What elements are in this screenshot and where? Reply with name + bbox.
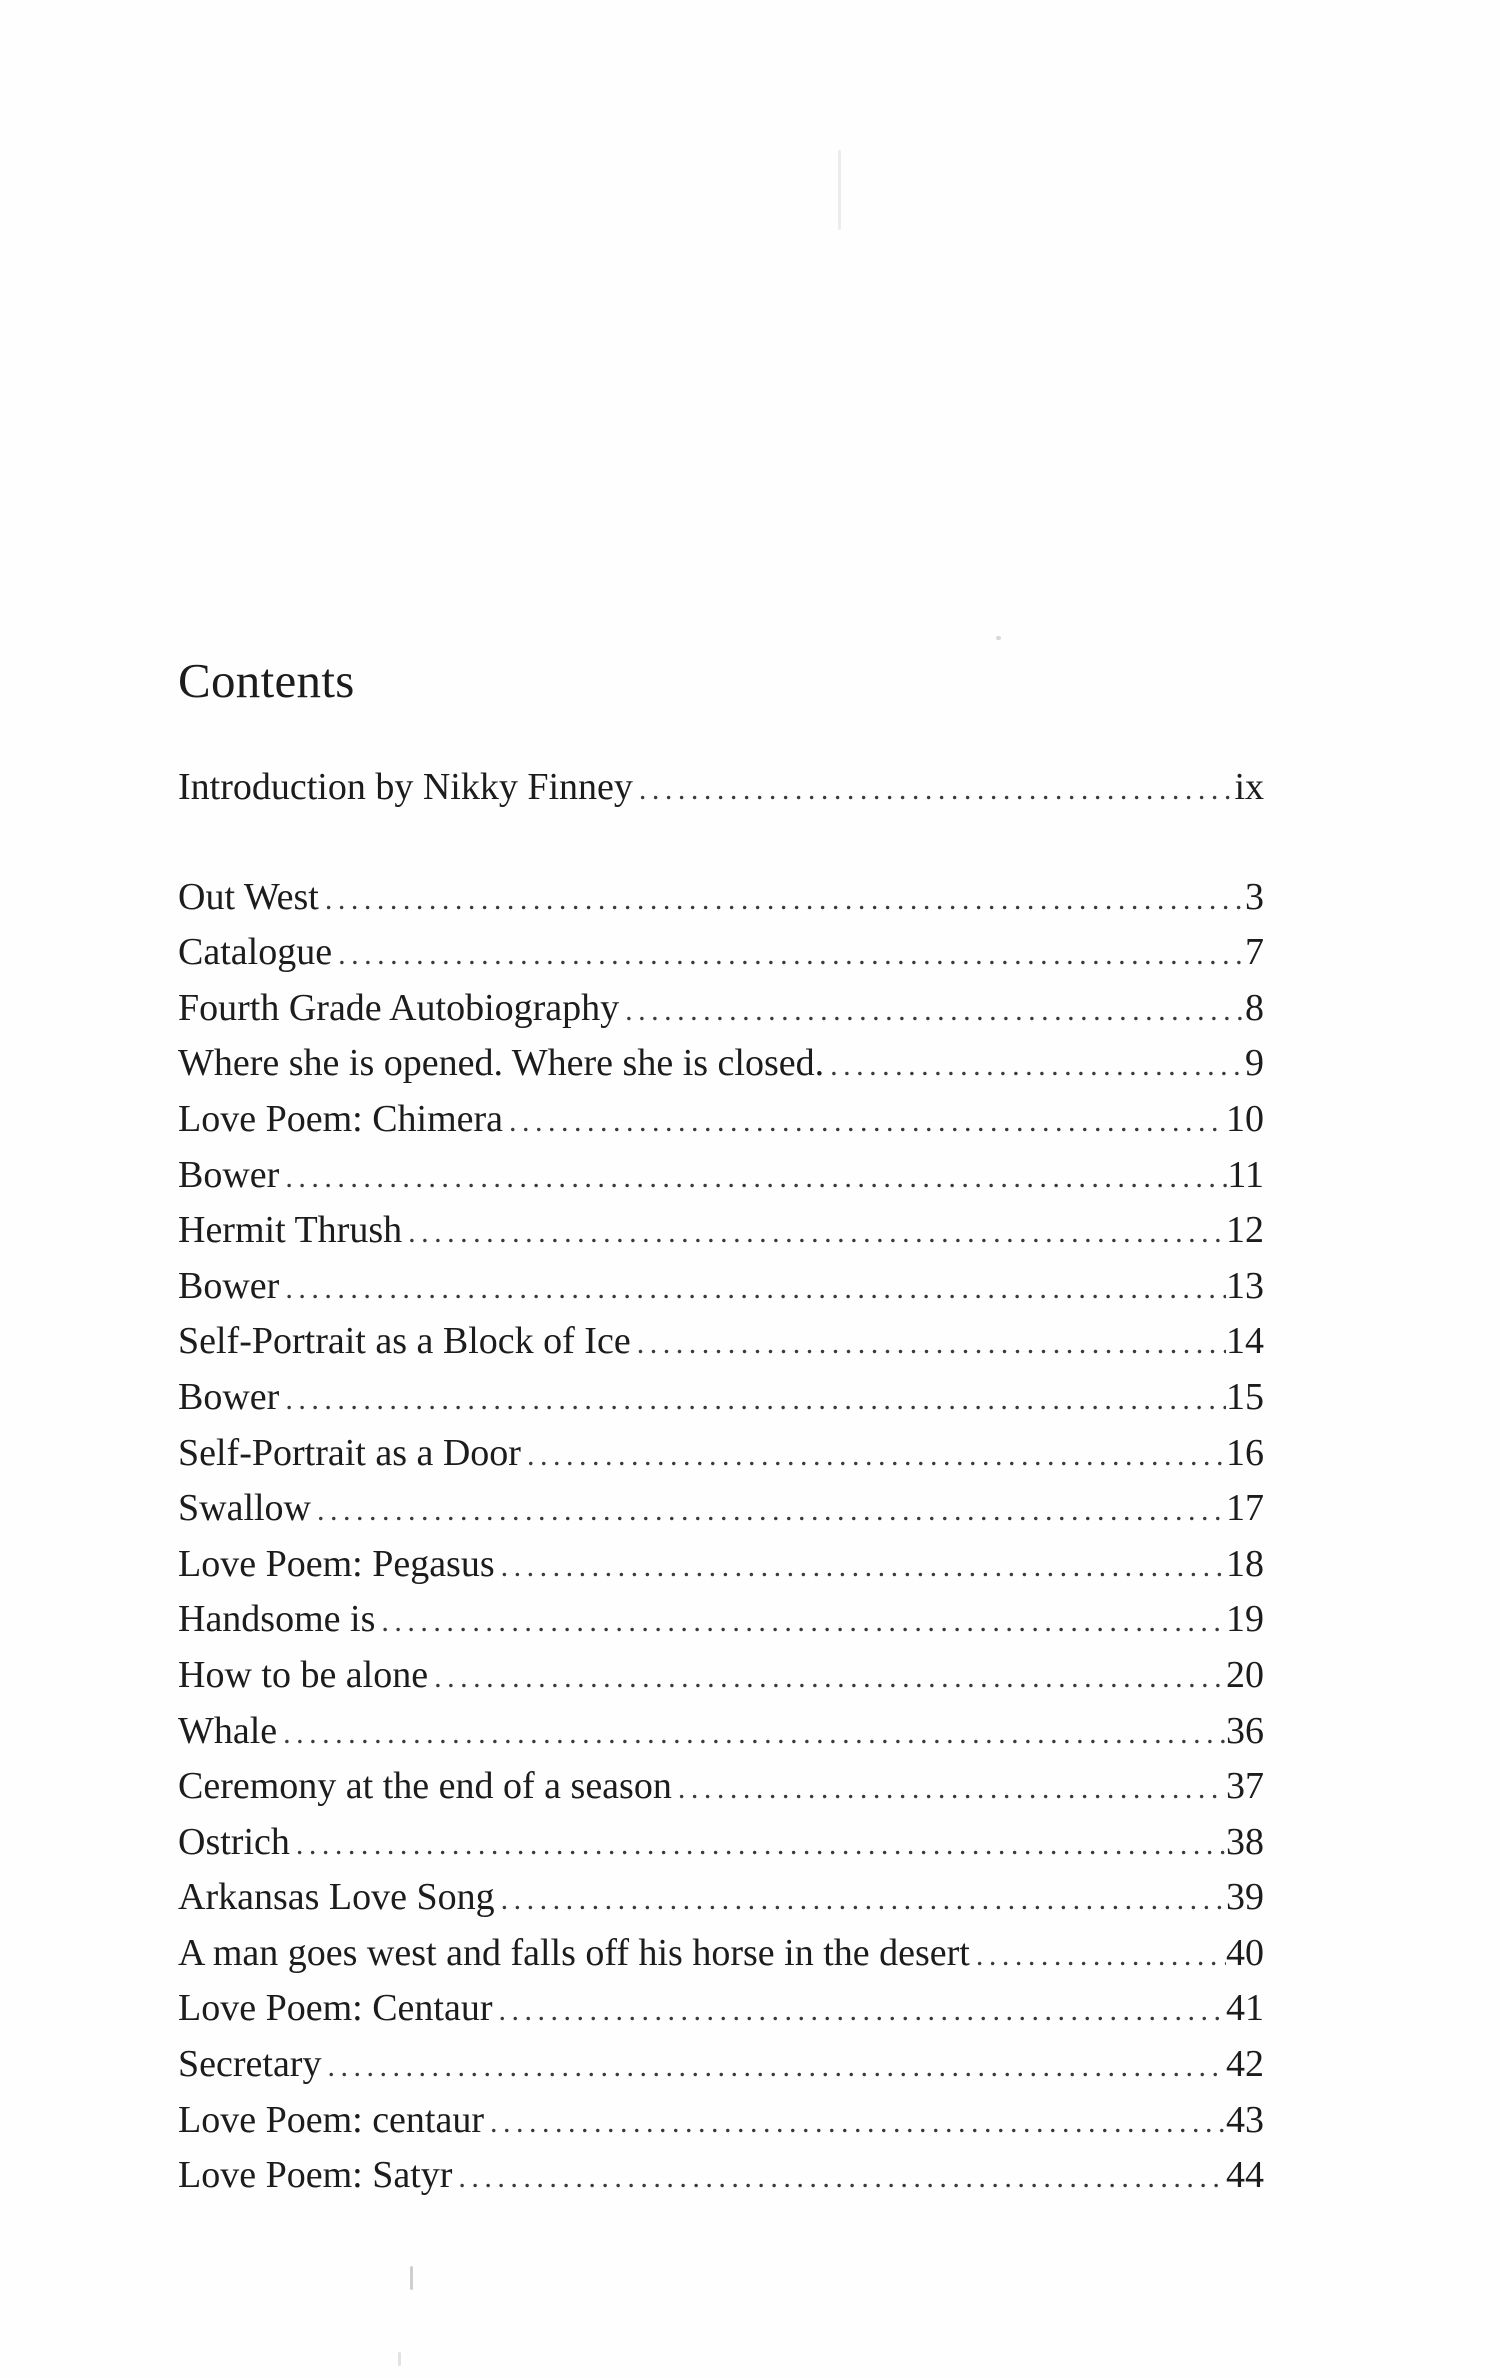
toc-entry-page: 17 [1226,1487,1264,1530]
dot-leader [509,1094,1226,1150]
dot-leader [408,1205,1226,1261]
dot-leader [434,1650,1226,1706]
toc-entry[interactable] [178,2093,1264,2149]
toc-entry[interactable] [178,1592,1264,1648]
toc-entry-page: 15 [1226,1375,1264,1418]
toc-entry[interactable] [178,1981,1264,2037]
toc-entry[interactable] [178,1537,1264,1593]
toc-entry-page: 43 [1226,2098,1264,2141]
toc-entry-page: 8 [1245,986,1264,1029]
contents-heading: Contents [178,653,355,708]
table-of-contents [178,760,1264,2204]
dot-leader [317,1483,1226,1539]
toc-entry-page: 18 [1226,1542,1264,1585]
toc-entry[interactable] [178,1481,1264,1537]
toc-entry-title: Love Poem: Pegasus [178,1542,495,1585]
toc-entry-title: A man goes west and falls off his horse in the desert [178,1931,970,1974]
dot-leader [501,1539,1226,1595]
dot-leader [527,1428,1226,1484]
dot-leader [637,1316,1226,1372]
toc-entry-page: 42 [1226,2043,1264,2086]
toc-entry-page: 16 [1226,1431,1264,1474]
toc-entry-page: 19 [1226,1598,1264,1641]
toc-entry[interactable] [178,870,1264,926]
toc-entry-title: Secretary [178,2043,322,2086]
toc-entry-title: Bower [178,1264,280,1307]
toc-entry[interactable] [178,1036,1264,1092]
toc-entry-page: ix [1234,766,1264,808]
toc-entry-page: 12 [1226,1209,1264,1252]
toc-entry-title: Ceremony at the end of a season [178,1765,672,1808]
toc-entry-title: Hermit Thrush [178,1209,403,1252]
toc-entry-page: 41 [1226,1987,1264,2030]
toc-entry-page: 13 [1226,1264,1264,1307]
toc-entry-introduction[interactable] [178,760,1264,816]
toc-entry-title: Love Poem: Centaur [178,1987,493,2030]
paper-speck [410,2266,413,2290]
toc-entry-title: Arkansas Love Song [178,1876,495,1919]
toc-entry[interactable] [178,1426,1264,1482]
toc-entry-page: 9 [1245,1042,1264,1085]
dot-leader [285,1150,1227,1206]
toc-entry-page: 40 [1226,1931,1264,1974]
toc-entry-page: 37 [1226,1765,1264,1808]
dot-leader [976,1928,1226,1984]
toc-entry-page: 11 [1227,1153,1264,1196]
toc-entry-title: Ostrich [178,1820,290,1863]
toc-entry-page: 39 [1226,1876,1264,1919]
toc-entry[interactable] [178,1370,1264,1426]
toc-entry[interactable] [178,1648,1264,1704]
toc-entry-title: Swallow [178,1487,311,1530]
toc-entry-page: 38 [1226,1820,1264,1863]
toc-entry[interactable] [178,2037,1264,2093]
paper-speck [398,2352,401,2366]
toc-entry-title: Self-Portrait as a Block of Ice [178,1320,631,1363]
toc-entry[interactable] [178,981,1264,1037]
paper-speck [838,150,841,230]
toc-entry-page: 7 [1245,931,1264,974]
dot-leader [678,1761,1226,1817]
dot-leader [338,927,1245,983]
toc-entry-title: Love Poem: Satyr [178,2154,453,2197]
dot-leader [381,1594,1226,1650]
toc-entry[interactable] [178,1759,1264,1815]
toc-entry-page: 36 [1226,1709,1264,1752]
toc-entry-page: 3 [1245,875,1264,918]
toc-entry-title: Fourth Grade Autobiography [178,986,620,1029]
paper-speck [996,636,1001,640]
toc-entry-page: 14 [1226,1320,1264,1363]
toc-entry-title: Bower [178,1153,280,1196]
toc-entry[interactable] [178,925,1264,981]
dot-leader [501,1872,1226,1928]
toc-entry-title: Handsome is [178,1598,376,1641]
toc-entry-title: Whale [178,1709,278,1752]
dot-leader [498,1983,1226,2039]
toc-entry-title: Introduction by Nikky Finney [178,766,633,808]
dot-leader [458,2150,1226,2206]
dot-leader [325,872,1245,928]
dot-leader [285,1261,1226,1317]
toc-entry[interactable] [178,1259,1264,1315]
toc-entry-page: 44 [1226,2154,1264,2197]
toc-entry-title: How to be alone [178,1653,429,1696]
toc-entry[interactable] [178,1926,1264,1982]
toc-entry[interactable] [178,1092,1264,1148]
toc-entry-title: Self-Portrait as a Door [178,1431,521,1474]
toc-entry-title: Out West [178,875,319,918]
dot-leader [639,762,1235,818]
toc-entry[interactable] [178,1314,1264,1370]
toc-entry[interactable] [178,1203,1264,1259]
dot-leader [830,1038,1245,1094]
dot-leader [285,1372,1226,1428]
dot-leader [283,1706,1226,1762]
toc-entry[interactable] [178,1148,1264,1204]
toc-entry-title: Love Poem: Chimera [178,1097,504,1140]
toc-entry[interactable] [178,1815,1264,1871]
toc-entry[interactable] [178,2148,1264,2204]
toc-entry-page: 20 [1226,1653,1264,1696]
toc-entry-page: 10 [1226,1097,1264,1140]
toc-entry-title: Love Poem: centaur [178,2098,485,2141]
dot-leader [625,983,1245,1039]
toc-entry-title: Bower [178,1375,280,1418]
toc-entry-title: Catalogue [178,931,333,974]
dot-leader [327,2039,1226,2095]
toc-entry[interactable] [178,1870,1264,1926]
toc-entry[interactable] [178,1704,1264,1760]
dot-leader [296,1817,1226,1873]
dot-leader [490,2095,1226,2151]
toc-entry-title: Where she is opened. Where she is closed. [178,1042,825,1085]
